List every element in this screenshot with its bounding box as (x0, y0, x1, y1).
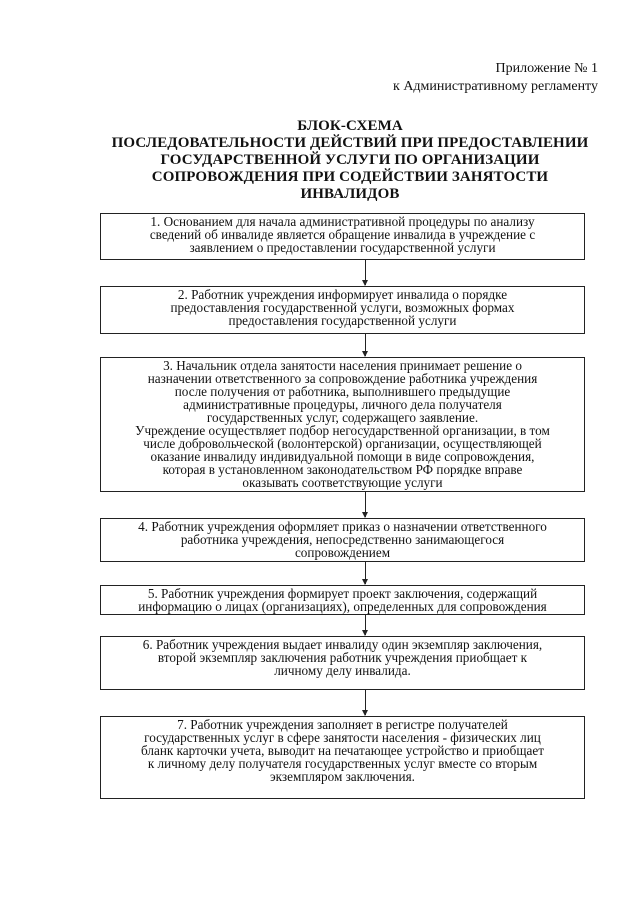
flow-arrow (365, 492, 366, 517)
step-text-line: предоставления государственной услуги, возможных формах (170, 300, 515, 315)
flow-arrow (365, 260, 366, 285)
appendix-regulation: к Административному регламенту (393, 79, 598, 94)
flow-arrow (365, 334, 366, 356)
step-text-line: Учреждение осуществляет подбор негосударственной организации, в том (135, 423, 550, 438)
step-text-line: к личному делу получателя государственных услуг вместе со вторым (147, 756, 538, 771)
step-text-line: 1. Основанием для начала административной процедуры по анализу (150, 214, 535, 229)
step-text-line: государственных услуг, содержащего заявление. (206, 410, 479, 425)
step-text-line: работника учреждения, непосредственно занимающегося (180, 532, 505, 547)
step-text-line: сопровождением (294, 545, 391, 560)
step-text-line: второй экземпляр заключения работник учреждения приобщает к (157, 650, 528, 665)
title-line: СОПРОВОЖДЕНИЯ ПРИ СОДЕЙСТВИИ ЗАНЯТОСТИ (151, 169, 549, 185)
flow-step-5 (100, 585, 585, 615)
step-text-line: заявлением о предоставлении государственной услуги (189, 240, 496, 255)
appendix-reference (393, 60, 598, 96)
flow-arrow (365, 562, 366, 584)
title-line: ПОСЛЕДОВАТЕЛЬНОСТИ ДЕЙСТВИЙ ПРИ ПРЕДОСТАВЛЕНИИ (111, 135, 589, 151)
flow-step-6 (100, 636, 585, 690)
title-line: ИНВАЛИДОВ (300, 186, 400, 202)
flow-step-7 (100, 716, 585, 799)
title-line: БЛОК-СХЕМА (297, 118, 403, 134)
title-line: ГОСУДАРСТВЕННОЙ УСЛУГИ ПО ОРГАНИЗАЦИИ (160, 152, 540, 168)
step-text-line: государственных услуг в сфере занятости населения - физических лиц (144, 730, 541, 745)
document-title (60, 118, 640, 203)
step-text-line: назначении ответственного за сопровождение работника учреждения (147, 371, 538, 386)
step-text-line: оказывать соответствующие услуги (242, 475, 443, 490)
step-text-line: предоставления государственной услуги (228, 313, 457, 328)
step-text-line: 3. Начальник отдела занятости населения принимает решение о (163, 358, 522, 373)
step-text-line: числе добровольческой (волонтерской) организации, осуществляющей (143, 436, 542, 451)
flow-step-2 (100, 286, 585, 334)
step-text-line: после получения от работника, выполнившего предыдущие (174, 384, 511, 399)
flow-step-1 (100, 213, 585, 260)
step-text-line: 5. Работник учреждения формирует проект заключения, содержащий (147, 586, 538, 601)
flow-step-4 (100, 518, 585, 562)
step-text-line: 2. Работник учреждения информирует инвалида о порядке (177, 287, 508, 302)
flow-arrow (365, 615, 366, 635)
step-text-line: 7. Работник учреждения заполняет в регистре получателей (177, 717, 508, 732)
flow-step-3 (100, 357, 585, 492)
step-text-line: информацию о лицах (организациях), определенных для сопровождения (138, 599, 547, 614)
step-text-line: которая в установленном законодательством РФ порядке вправе (162, 462, 523, 477)
step-text-line: 6. Работник учреждения выдает инвалиду один экземпляр заключения, (142, 637, 543, 652)
step-text-line: личному делу инвалида. (274, 663, 411, 678)
flow-arrow (365, 690, 366, 715)
step-text-line: 4. Работник учреждения оформляет приказ о назначении ответственного (138, 519, 547, 534)
step-text-line: административные процедуры, личного дела получателя (183, 397, 502, 412)
step-text-line: сведений об инвалиде является обращение инвалида в учреждение с (149, 227, 536, 242)
appendix-number: Приложение № 1 (495, 61, 598, 76)
step-text-line: экземпляром заключения. (270, 769, 415, 784)
step-text-line: бланк карточки учета, выводит на печатающее устройство и приобщает (141, 743, 544, 758)
step-text-line: оказание инвалиду индивидуальной помощи в виде сопровождения, (150, 449, 535, 464)
